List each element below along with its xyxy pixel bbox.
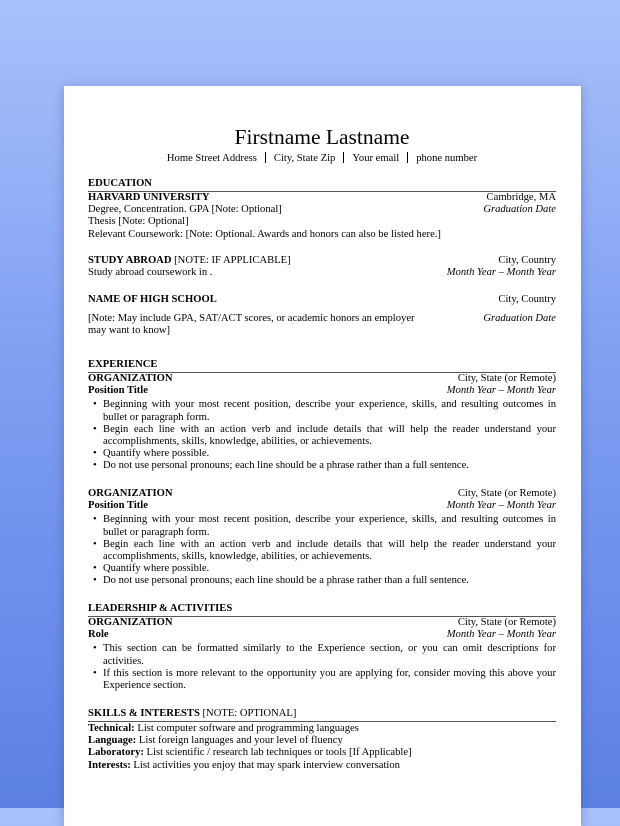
leadership-heading: LEADERSHIP & ACTIVITIES bbox=[88, 603, 556, 617]
skill-text: List activities you enjoy that may spark interview conversation bbox=[130, 759, 400, 771]
org-name: ORGANIZATION bbox=[88, 617, 173, 628]
bullet-item: • This section can be formatted similarly to the Experience section, or you can omit descriptions for activities. bbox=[103, 643, 556, 667]
highschool-name: NAME OF HIGH SCHOOL bbox=[88, 294, 217, 305]
skill-label: Laboratory: bbox=[88, 747, 144, 759]
skills-list bbox=[88, 723, 556, 772]
highschool-location: City, Country bbox=[498, 294, 556, 305]
org-name: ORGANIZATION bbox=[88, 488, 173, 499]
skill-interests bbox=[88, 760, 556, 772]
skill-language bbox=[88, 735, 556, 747]
skill-laboratory bbox=[88, 747, 556, 759]
bullet-list bbox=[88, 514, 556, 587]
experience-entry bbox=[88, 488, 556, 588]
bullet-item: • Quantify where possible. bbox=[103, 563, 556, 575]
position-title: Position Title bbox=[88, 385, 148, 397]
education-abroad bbox=[88, 255, 556, 279]
org-location: City, State (or Remote) bbox=[457, 488, 556, 499]
position-date: Month Year – Month Year bbox=[446, 385, 556, 397]
bullet-item: • Beginning with your most recent position, describe your experience, skills, and resulting outcomes in bullet or paragraph form. bbox=[103, 399, 556, 423]
highschool-note: [Note: May include GPA, SAT/ACT scores, or academic honors an employer may want to know] bbox=[88, 313, 415, 337]
abroad-note: [NOTE: IF APPLICABLE] bbox=[171, 255, 291, 266]
org-name: ORGANIZATION bbox=[88, 373, 173, 384]
resume-page bbox=[64, 86, 581, 826]
highschool-date: Graduation Date bbox=[483, 313, 556, 324]
experience-heading: EXPERIENCE bbox=[88, 359, 556, 373]
degree-line: Degree, Concentration. GPA [Note: Optional] bbox=[88, 204, 282, 216]
skill-label: Language: bbox=[88, 735, 137, 747]
bullet-item: • Quantify where possible. bbox=[103, 448, 556, 460]
education-highschool bbox=[88, 294, 556, 306]
bullet-item: • Begin each line with an action verb and include details that will help the reader understand your accomplishments, skills, knowledge, abilities, or achievements. bbox=[103, 539, 556, 563]
experience-entry bbox=[88, 373, 556, 473]
highschool-detail bbox=[88, 313, 556, 337]
education-heading: EDUCATION bbox=[88, 178, 556, 192]
skill-text: List foreign languages and your level of fluency bbox=[136, 735, 343, 747]
contact-divider bbox=[343, 152, 344, 163]
bullet-item: • Do not use personal pronouns; each line should be a phrase rather than a full sentence. bbox=[103, 460, 556, 472]
contact-divider bbox=[407, 152, 408, 163]
thesis-line: Thesis [Note: Optional] bbox=[88, 216, 189, 228]
skills-heading bbox=[88, 708, 556, 722]
skills-title: SKILLS & INTERESTS bbox=[88, 708, 200, 719]
skill-text: List scientific / research lab techniques or tools [If Applicable] bbox=[143, 747, 412, 759]
role-date: Month Year – Month Year bbox=[446, 629, 556, 641]
experience-section bbox=[88, 359, 556, 373]
position-title: Position Title bbox=[88, 500, 148, 512]
skill-label: Interests: bbox=[88, 759, 131, 771]
bullet-item: • Begin each line with an action verb and include details that will help the reader understand your accomplishments, skills, knowledge, abilities, or achievements. bbox=[103, 424, 556, 448]
leadership-entry bbox=[88, 617, 556, 692]
position-date: Month Year – Month Year bbox=[446, 500, 556, 512]
skill-technical bbox=[88, 723, 556, 735]
skill-label: Technical: bbox=[88, 723, 135, 734]
coursework-line: Relevant Coursework: [Note: Optional. Awards and honors can also be listed here.] bbox=[88, 228, 441, 240]
education-section bbox=[88, 178, 556, 192]
bullet-list bbox=[88, 643, 556, 692]
org-location: City, State (or Remote) bbox=[457, 373, 556, 384]
education-harvard bbox=[88, 192, 556, 241]
abroad-location: City, Country bbox=[498, 255, 556, 266]
abroad-name: STUDY ABROAD bbox=[88, 255, 172, 266]
abroad-date: Month Year – Month Year bbox=[446, 267, 556, 279]
skills-note: [NOTE: OPTIONAL] bbox=[199, 708, 297, 719]
school-location: Cambridge, MA bbox=[486, 192, 556, 203]
skills-section bbox=[88, 708, 556, 722]
abroad-coursework: Study abroad coursework in . bbox=[88, 267, 213, 279]
role-title: Role bbox=[88, 629, 109, 641]
bullet-item: • If this section is more relevant to the opportunity you are applying for, consider moving this above your Experience section. bbox=[103, 668, 556, 692]
bullet-item: • Do not use personal pronouns; each line should be a phrase rather than a full sentence. bbox=[103, 575, 556, 587]
bullet-list bbox=[88, 399, 556, 472]
school-name: HARVARD UNIVERSITY bbox=[88, 192, 210, 203]
contact-divider bbox=[265, 152, 266, 163]
graduation-date: Graduation Date bbox=[483, 204, 556, 216]
org-location: City, State (or Remote) bbox=[457, 617, 556, 628]
contact-line bbox=[88, 152, 556, 165]
skill-text: List computer software and programming languages bbox=[134, 723, 359, 734]
bullet-item: • Beginning with your most recent position, describe your experience, skills, and resulting outcomes in bullet or paragraph form. bbox=[103, 514, 556, 538]
leadership-section bbox=[88, 603, 556, 617]
contact-email: Your email bbox=[352, 153, 400, 164]
contact-phone: phone number bbox=[416, 153, 478, 164]
resume-name: Firstname Lastname bbox=[234, 125, 410, 149]
contact-address: Home Street Address bbox=[166, 153, 257, 164]
contact-city: City, State Zip bbox=[273, 153, 336, 164]
